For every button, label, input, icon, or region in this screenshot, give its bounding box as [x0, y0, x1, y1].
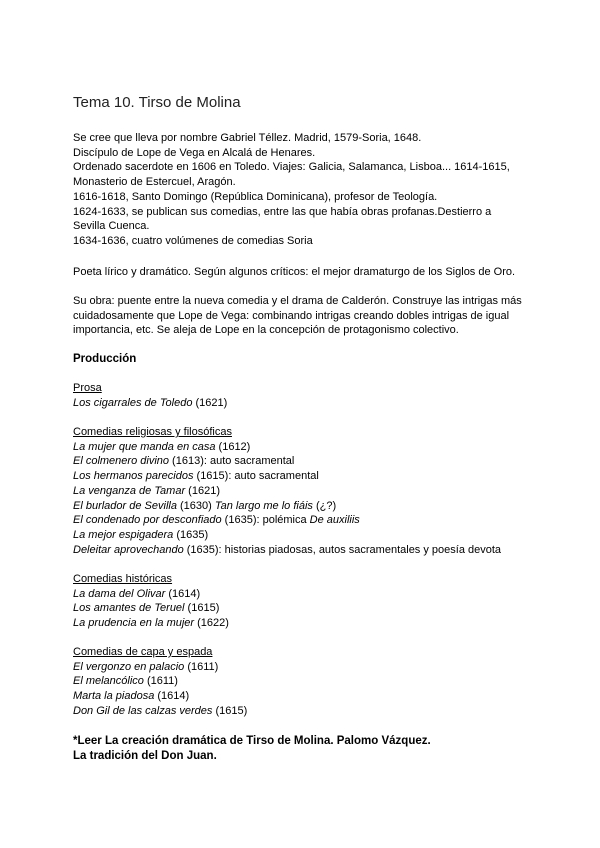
- poet-paragraph: [73, 265, 553, 280]
- prosa-section: [73, 381, 553, 410]
- work-item: El condenado por desconfiado (1635): polémica De auxiliis: [73, 514, 360, 527]
- work-item: La dama del Olivar (1614): [73, 587, 201, 600]
- work-item: La mujer que manda en casa (1612): [73, 440, 251, 453]
- section-heading: Prosa: [73, 382, 102, 394]
- work-item: Deleitar aprovechando (1635): historias piadosas, autos sacramentales y poesía devota: [73, 543, 502, 556]
- reading-note: [73, 734, 553, 764]
- produccion-heading: Producción: [73, 353, 137, 365]
- obra-line: Su obra: puente entre la nueva comedia y el drama de Calderón. Construye las intrigas más: [73, 295, 522, 307]
- work-item: La prudencia en la mujer (1622): [73, 617, 229, 630]
- work-item: Marta la piadosa (1614): [73, 690, 190, 703]
- work-item: Don Gil de las calzas verdes (1615): [73, 704, 248, 717]
- bio-line: Se cree que lleva por nombre Gabriel Téllez. Madrid, 1579-Soria, 1648.: [73, 132, 422, 144]
- bio-line: 1634-1636, cuatro volúmenes de comedias Soria: [73, 234, 313, 247]
- work-item: Los hermanos parecidos (1615): auto sacramental: [73, 470, 319, 483]
- bio-line: Discípulo de Lope de Vega en Alcalá de Henares.: [73, 146, 316, 159]
- section-heading: Comedias históricas: [73, 573, 173, 585]
- work-item: El melancólico (1611): [73, 675, 178, 688]
- biography-paragraph: [73, 131, 553, 249]
- section-heading: Comedias religiosas y filosóficas: [73, 426, 232, 438]
- section-heading: Comedias de capa y espada: [73, 646, 213, 658]
- work-item: El burlador de Sevilla (1630) Tan largo me lo fiáis (¿?): [73, 499, 337, 512]
- bio-line: Sevilla Cuenca.: [73, 220, 150, 233]
- work-item: El colmenero divino (1613): auto sacramental: [73, 455, 295, 468]
- obra-paragraph: [73, 294, 553, 338]
- bio-line: Ordenado sacerdote en 1606 en Toledo. Viajes: Galicia, Salamanca, Lisboa... 1614-1615,: [73, 161, 510, 174]
- note-line: *Leer La creación dramática de Tirso de Molina. Palomo Vázquez.: [73, 735, 431, 747]
- work-item: La mejor espigadera (1635): [73, 528, 209, 541]
- bio-line: Monasterio de Estercuel, Aragón.: [73, 176, 236, 189]
- obra-line: cuidadosamente que Lope de Vega: combinando intrigas creando dobles intrigas de igual: [73, 309, 510, 322]
- work-item: El vergonzo en palacio (1611): [73, 660, 219, 673]
- obra-line: importancia, etc. Se aleja de Lope en la concepción de protagonismo colectivo.: [73, 324, 459, 337]
- historicas-section: [73, 572, 553, 631]
- work-item: Los cigarrales de Toledo (1621): [73, 396, 228, 409]
- religiosas-section: [73, 425, 553, 557]
- work-item: La venganza de Tamar (1621): [73, 484, 220, 497]
- capa-espada-section: [73, 645, 553, 719]
- bio-line: 1624-1633, se publican sus comedias, entre las que había obras profanas.Destierro a: [73, 205, 492, 218]
- page-title: Tema 10. Tirso de Molina: [73, 94, 241, 111]
- poet-line: Poeta lírico y dramático. Según algunos críticos: el mejor dramaturgo de los Siglos de Oro.: [73, 266, 516, 278]
- note-line: La tradición del Don Juan.: [73, 750, 217, 762]
- bio-line: 1616-1618, Santo Domingo (República Dominicana), profesor de Teología.: [73, 190, 438, 203]
- work-item: Los amantes de Teruel (1615): [73, 602, 220, 615]
